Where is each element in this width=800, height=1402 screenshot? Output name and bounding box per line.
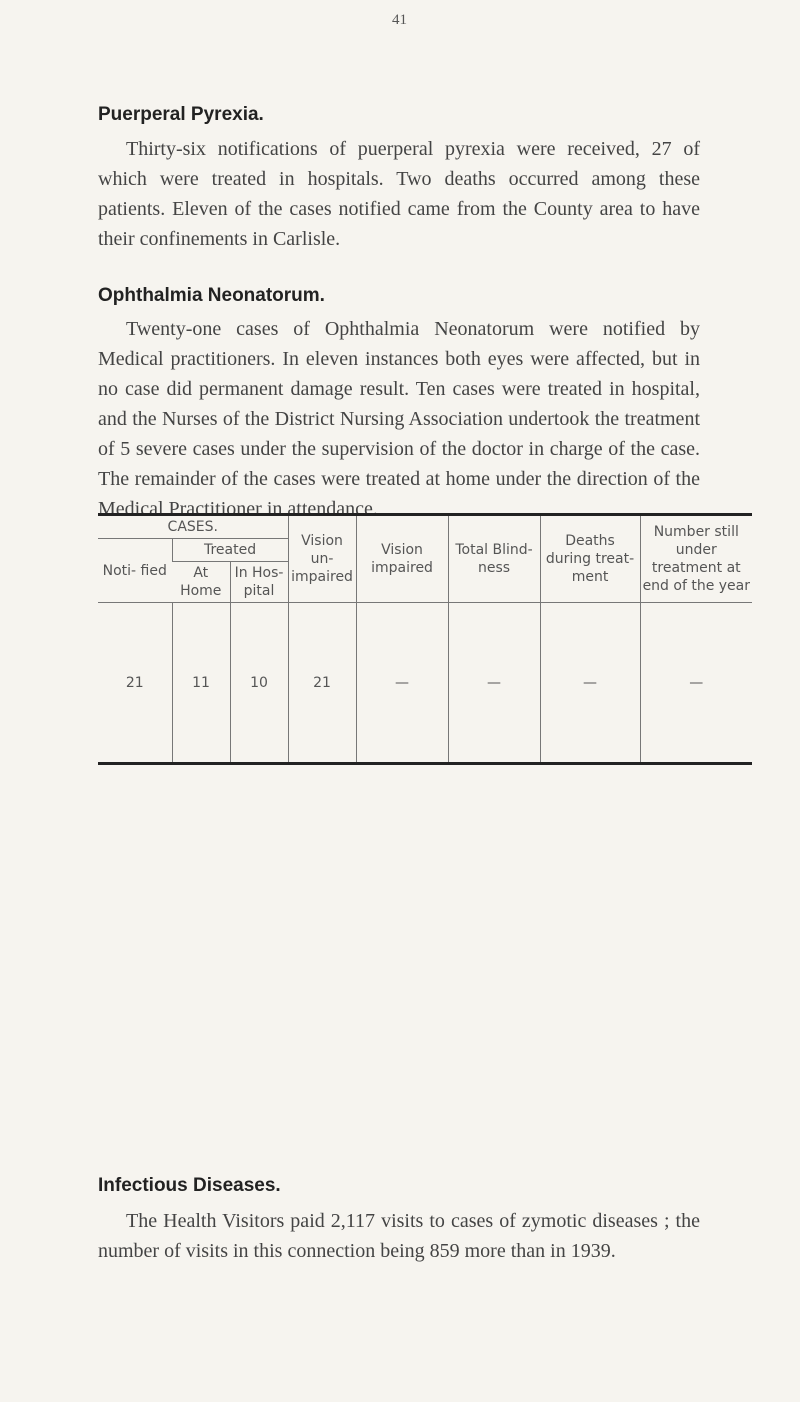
header-deaths-during-treatment: Deaths during treat- ment xyxy=(540,515,640,603)
cell-notified: 21 xyxy=(98,603,172,764)
header-cases: CASES. xyxy=(98,515,288,539)
section-heading-infectious-diseases: Infectious Diseases. xyxy=(98,1175,281,1196)
paragraph-infectious-diseases: The Health Visitors paid 2,117 visits to cases of zymotic diseases ; the number of visits in this connection being 859 more than in 1939. xyxy=(98,1210,700,1262)
header-treated: Treated xyxy=(172,539,288,562)
header-still-under-treatment: Number still under treatment at end of the year xyxy=(640,515,752,603)
cell-deaths: — xyxy=(540,603,640,764)
section-heading-ophthalmia-neonatorum: Ophthalmia Neonatorum. xyxy=(98,285,325,306)
header-total-blindness: Total Blind- ness xyxy=(448,515,540,603)
cell-total-blindness: — xyxy=(448,603,540,764)
ophthalmia-cases-table xyxy=(98,513,752,765)
cell-vision-impaired: — xyxy=(356,603,448,764)
paragraph-ophthalmia-neonatorum: Twenty-one cases of Ophthalmia Neonatorum were notified by Medical practitioners. In eleven instances both eyes were affected, but in no case did permanent damage result. Ten cases were treated in hospital, and the Nurses of the District Nursing Association undertook the treatment of 5 severe cases under the supervision of the doctor in charge of the case. The remainder of the cases were treated at home under the direction of the Medical Practitioner in attendance. xyxy=(98,318,700,520)
page-number: 41 xyxy=(392,12,407,28)
cell-in-hospital: 10 xyxy=(230,603,288,764)
cell-still-under-treatment: — xyxy=(640,603,752,764)
table-row xyxy=(98,603,752,764)
paragraph-puerperal-pyrexia: Thirty-six notifications of puerperal pyrexia were received, 27 of which were treated in hospitals. Two deaths occurred among these patients. Eleven of the cases notified came from the County area to have their confinements in Carlisle. xyxy=(98,138,700,250)
header-notified: Noti- fied xyxy=(98,539,172,603)
cell-vision-unimpaired: 21 xyxy=(288,603,356,764)
cell-at-home: 11 xyxy=(172,603,230,764)
header-vision-impaired: Vision impaired xyxy=(356,515,448,603)
section-heading-puerperal-pyrexia: Puerperal Pyrexia. xyxy=(98,104,264,125)
header-in-hospital: In Hos- pital xyxy=(230,562,288,603)
header-at-home: At Home xyxy=(172,562,230,603)
header-vision-unimpaired: Vision un- impaired xyxy=(288,515,356,603)
